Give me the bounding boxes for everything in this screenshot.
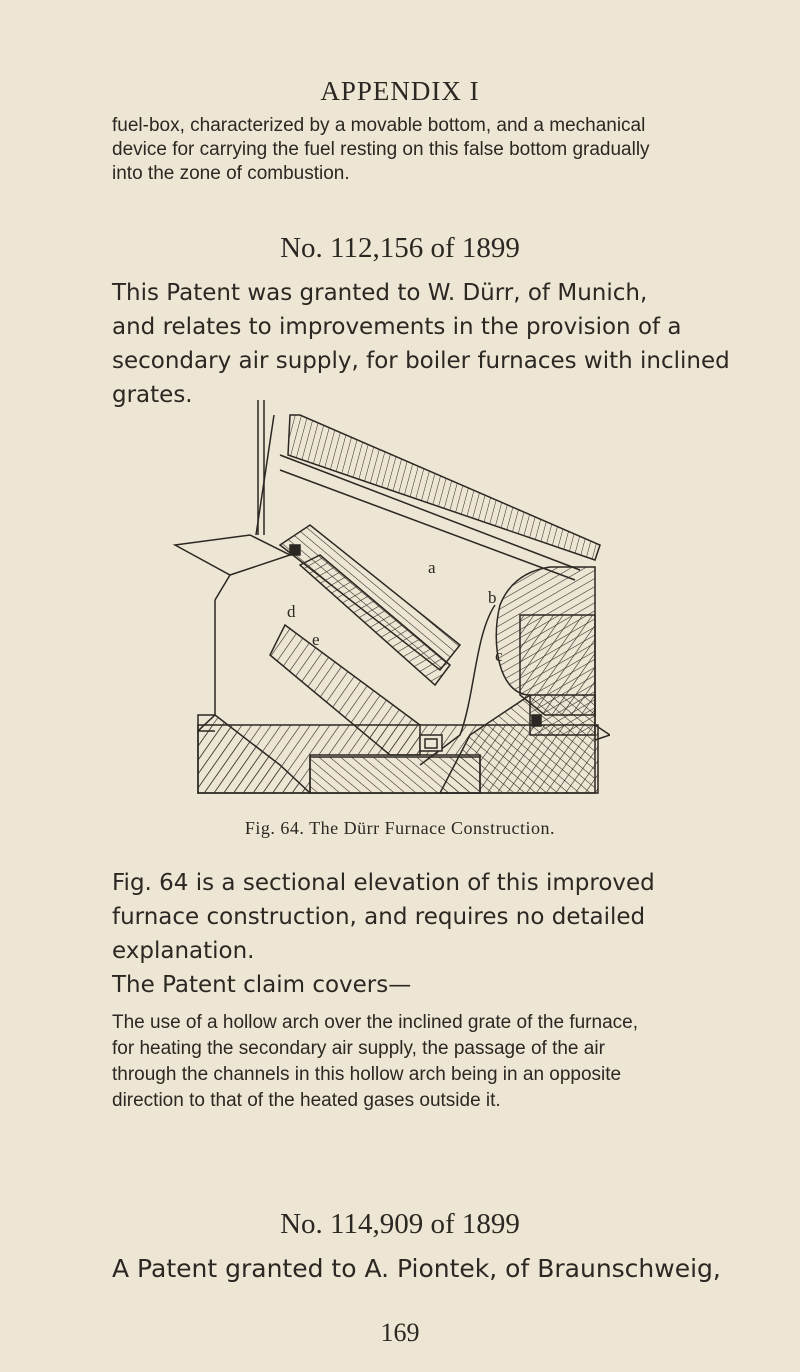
- figure-caption: Fig. 64. The Dürr Furnace Construction.: [244, 818, 556, 838]
- claim-line: The use of a hollow arch over the inclined grate of the furnace,: [112, 1012, 638, 1033]
- body-paragraph: [112, 866, 742, 1002]
- claim-line: through the channels in this hollow arch being in an opposite: [112, 1064, 622, 1085]
- intro-paragraph: [112, 114, 742, 186]
- patent1-line: This Patent was granted to W. Dürr, of Munich,: [112, 280, 648, 306]
- claim-line: for heating the secondary air supply, the passage of the air: [112, 1038, 605, 1059]
- intro-line: fuel-box, characterized by a movable bottom, and a mechanical: [112, 115, 646, 136]
- patent2-paragraph: [112, 1252, 742, 1286]
- claim-line: direction to that of the heated gases outside it.: [112, 1090, 501, 1111]
- patent1-line: and relates to improvements in the provision of a: [112, 314, 682, 340]
- patent1-line: grates.: [112, 382, 193, 408]
- claim-paragraph: [112, 1010, 742, 1114]
- label-e: e: [312, 630, 320, 649]
- page-number: 169: [380, 1318, 420, 1347]
- patent-number-1: No. 112,156 of 1899: [280, 232, 520, 264]
- patent-number-2: No. 114,909 of 1899: [280, 1208, 520, 1240]
- intro-line: device for carrying the fuel resting on this false bottom gradually: [112, 139, 650, 160]
- patent1-paragraph: [112, 276, 742, 412]
- patent1-line: secondary air supply, for boiler furnaces with inclined: [112, 348, 730, 374]
- body-line: furnace construction, and requires no detailed: [112, 904, 646, 930]
- intro-line: into the zone of combustion.: [112, 163, 350, 184]
- furnace-diagram: [170, 395, 610, 815]
- label-d: d: [287, 602, 296, 621]
- running-header: APPENDIX I: [320, 76, 480, 106]
- label-a: a: [428, 558, 436, 577]
- body-line: Fig. 64 is a sectional elevation of this improved: [112, 870, 655, 896]
- label-b: b: [488, 588, 497, 607]
- patent2-line: A Patent granted to A. Piontek, of Braunschweig,: [112, 1254, 721, 1283]
- claim-intro: The Patent claim covers—: [112, 972, 412, 998]
- body-line: explanation.: [112, 938, 255, 964]
- label-c: c: [495, 646, 503, 665]
